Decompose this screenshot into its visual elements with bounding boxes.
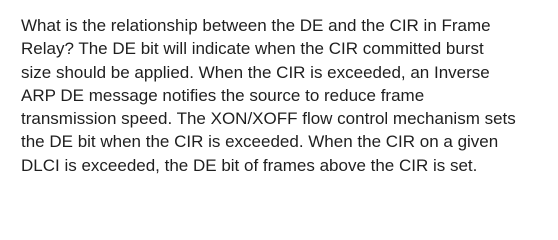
question-line-4: ARP DE message notifies the source to reduce frame (21, 85, 425, 105)
question-line-6: the DE bit when the CIR is exceeded. When the CIR on a given (21, 132, 499, 152)
question-line-3: size should be applied. When the CIR is exceeded, an Inverse (21, 62, 490, 82)
question-line-2: Relay? The DE bit will indicate when the CIR committed burst (21, 39, 484, 59)
question-line-1: What is the relationship between the DE and the CIR in Frame (21, 16, 491, 35)
question-text (21, 14, 541, 177)
question-line-7: DLCI is exceeded, the DE bit of frames above the CIR is set. (21, 155, 478, 175)
question-line-5: transmission speed. The XON/XOFF flow control mechanism sets (21, 109, 516, 129)
